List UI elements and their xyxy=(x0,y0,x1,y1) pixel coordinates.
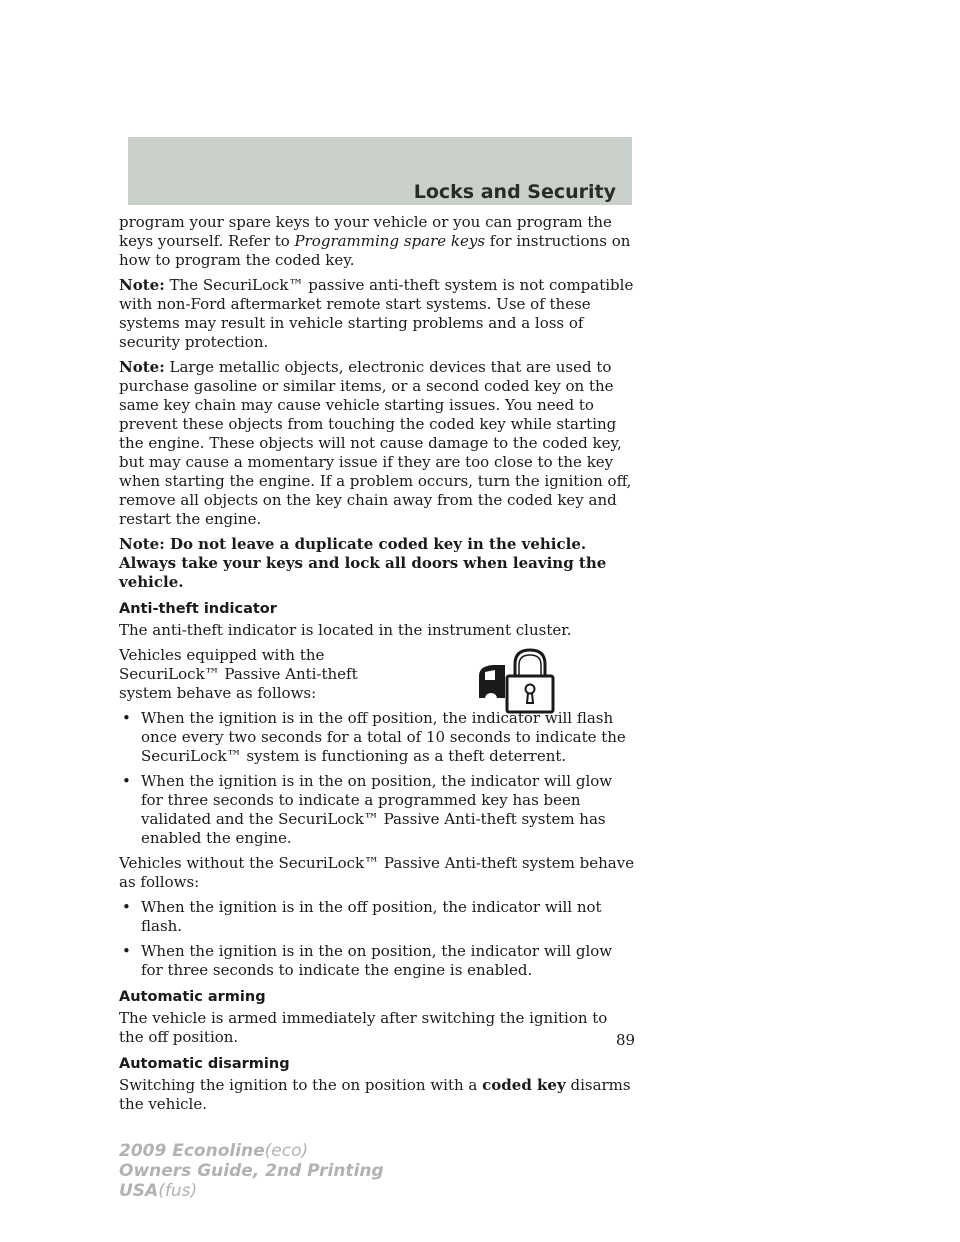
anti-theft-figure-block xyxy=(119,646,635,703)
car-lock-icon xyxy=(475,646,567,714)
note-text: The SecuriLock™ passive anti-theft system is not compatible with non-Ford aftermarket remote start systems. Use of these systems may result in vehicle starting problems and a loss of security protection. xyxy=(119,276,634,351)
without-intro: Vehicles without the SecuriLock™ Passive Anti-theft system behave as follows: xyxy=(119,854,635,891)
list-item-text: When the ignition is in the off position, the indicator will flash once every two seconds for a total of 10 seconds to indicate the SecuriLock™ system is functioning as a theft deterrent. xyxy=(141,709,626,765)
cross-reference: Programming spare keys xyxy=(294,232,486,250)
section-title: Locks and Security xyxy=(413,181,616,203)
text: program your spare keys to your vehicle or you can program the keys yourself. Refer to xyxy=(119,213,612,250)
note-duplicate-key: Note: Do not leave a duplicate coded key in the vehicle. Always take your keys and lock all doors when leaving the vehicle. xyxy=(119,535,607,591)
heading-automatic-disarming: Automatic disarming xyxy=(119,1056,290,1072)
bullet: • xyxy=(122,898,131,916)
heading-automatic-arming: Automatic arming xyxy=(119,989,266,1005)
note-remote-start xyxy=(119,276,635,352)
page-number: 89 xyxy=(616,1031,636,1049)
footer-line-model xyxy=(119,1141,384,1161)
text: disarms the vehicle. xyxy=(119,1076,631,1113)
footer-model-code: (eco) xyxy=(264,1141,309,1161)
list-item xyxy=(119,898,635,936)
note-metallic-objects xyxy=(119,358,635,529)
anti-theft-intro: The anti-theft indicator is located in the instrument cluster. xyxy=(119,621,572,639)
list-item-text: When the ignition is in the on position, the indicator will glow for three seconds to indicate the engine is enabled. xyxy=(141,942,613,979)
list-item xyxy=(119,709,635,766)
footer-model: 2009 Econoline xyxy=(119,1141,265,1161)
footer-line-guide: Owners Guide, 2nd Printing xyxy=(119,1161,384,1181)
coded-key-term: coded key xyxy=(482,1076,566,1094)
footer xyxy=(119,1141,384,1201)
footer-region: USA xyxy=(119,1181,159,1201)
arming-text: The vehicle is armed immediately after switching the ignition to the off position. xyxy=(119,1009,608,1046)
disarming-text xyxy=(119,1076,635,1114)
heading-anti-theft-indicator: Anti-theft indicator xyxy=(119,601,277,617)
list-item xyxy=(119,942,635,980)
list-item-text: When the ignition is in the on position, the indicator will glow for three seconds to indicate a programmed key has been validated and the SecuriLock™ Passive Anti-theft system has enabled the engine. xyxy=(141,772,613,847)
note-label: Note: xyxy=(119,358,165,376)
footer-region-code: (fus) xyxy=(158,1181,198,1201)
footer-line-region xyxy=(119,1181,384,1201)
text: Switching the ignition to the on position with a xyxy=(119,1076,483,1094)
list-item-text: When the ignition is in the off position, the indicator will not flash. xyxy=(141,898,602,935)
note-label: Note: xyxy=(119,276,165,294)
list-item xyxy=(119,772,635,848)
equipped-intro: Vehicles equipped with the SecuriLock™ Passive Anti-theft system behave as follows: xyxy=(119,646,358,702)
section-header xyxy=(128,137,632,205)
bullet: • xyxy=(122,772,131,790)
paragraph-spare-keys xyxy=(119,213,635,270)
page-content xyxy=(119,213,635,1120)
bullet: • xyxy=(122,709,131,727)
bullet: • xyxy=(122,942,131,960)
text: for instructions on how to program the coded key. xyxy=(119,232,631,269)
note-text: Large metallic objects, electronic devices that are used to purchase gasoline or similar items, or a second coded key on the same key chain may cause vehicle starting issues. You need to prevent these objects from touching the coded key while starting the engine. These objects will not cause damage to the coded key, but may cause a momentary issue if they are too close to the key when starting the engine. If a problem occurs, turn the ignition off, remove all objects on the key chain away from the coded key and restart the engine. xyxy=(119,358,632,528)
